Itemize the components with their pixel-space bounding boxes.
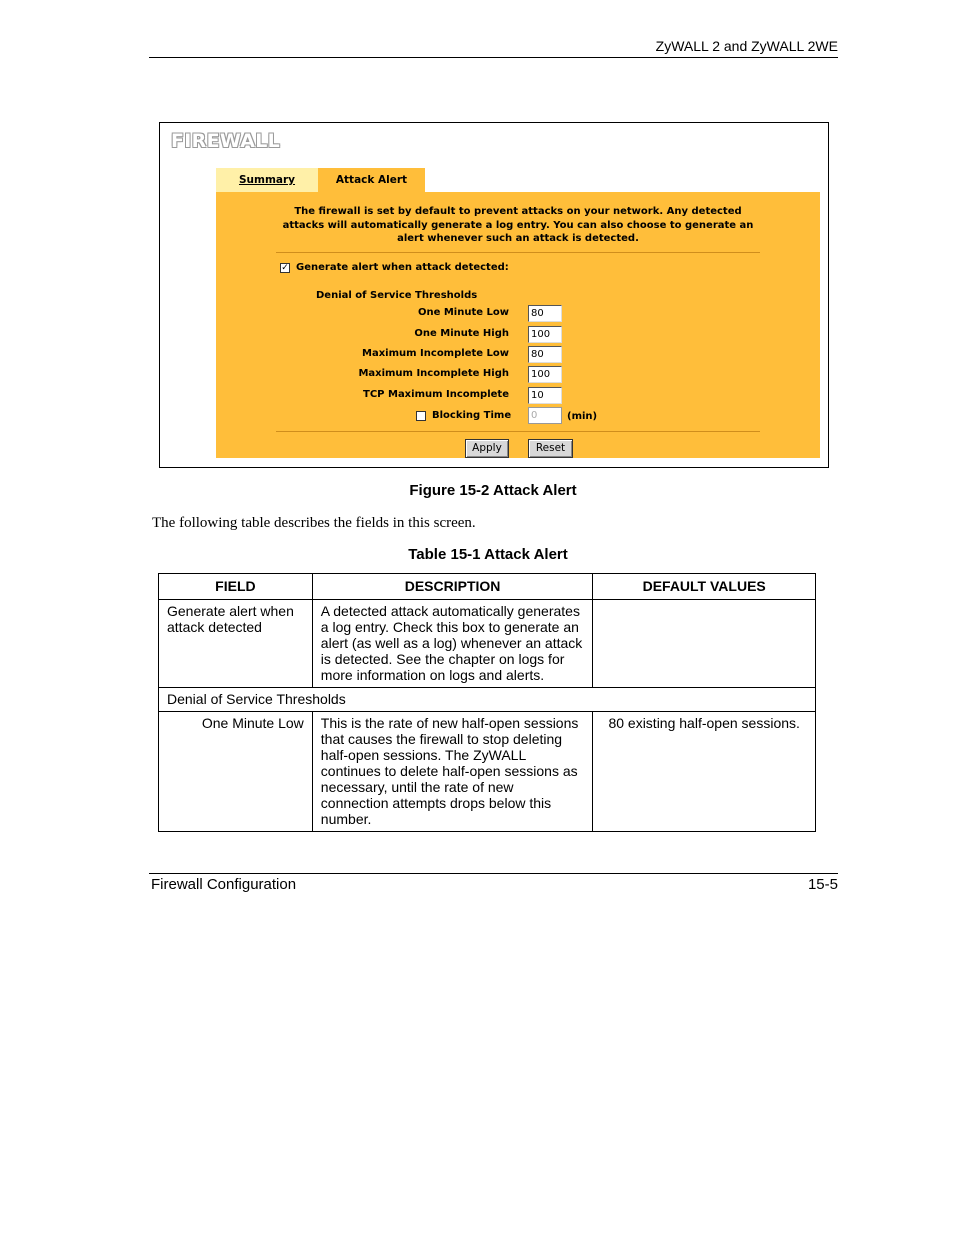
generate-alert-label: Generate alert when attack detected: (296, 262, 509, 273)
table-row (159, 600, 816, 688)
tab-attack-alert[interactable]: Attack Alert (318, 168, 425, 192)
table-row (159, 712, 816, 832)
tab-summary[interactable]: Summary (216, 168, 318, 192)
description-cell: A detected attack automatically generates a log entry. Check this box to generate an alert (as well as a log) whenever an attack is detected. See the chapter on logs for more information on logs and alerts. (312, 600, 593, 688)
blocking-time-input[interactable]: 0 (528, 407, 562, 424)
table-caption: Table 15-1 Attack Alert (408, 546, 568, 563)
body-text: The following table describes the fields in this screen. (152, 515, 476, 531)
one-minute-low-label: One Minute Low (417, 307, 509, 318)
field-cell: One Minute Low (159, 712, 313, 832)
running-header: ZyWALL 2 and ZyWALL 2WE (655, 38, 838, 54)
description-cell: This is the rate of new half-open sessions that causes the firewall to stop deleting half-open sessions. The ZyWALL continues to delete half-open sessions as necessary, until the rate of new connection attempts drops below this number. (312, 712, 593, 832)
footer-rule (149, 873, 838, 874)
field-cell: Generate alert when attack detected (159, 600, 313, 688)
one-minute-low-input[interactable]: 80 (528, 305, 562, 322)
one-minute-high-input[interactable]: 100 (528, 326, 562, 343)
generate-alert-checkbox[interactable]: ✓ (281, 263, 289, 273)
reset-button[interactable]: Reset (528, 439, 573, 458)
max-incomplete-high-label: Maximum Incomplete High (358, 368, 509, 379)
intro-text: The firewall is set by default to prevent attacks on your network. Any detected attacks will automatically generate a log entry. You can also choose to generate an alert whenever such an attack is detected. (282, 206, 754, 244)
section-cell: Denial of Service Thresholds (159, 688, 816, 712)
apply-button[interactable]: Apply (465, 439, 509, 458)
table-header-field: FIELD (159, 574, 313, 600)
max-incomplete-high-input[interactable]: 100 (528, 366, 562, 383)
default-cell (593, 600, 816, 688)
max-incomplete-low-label: Maximum Incomplete Low (362, 348, 509, 359)
max-incomplete-low-input[interactable]: 80 (528, 346, 562, 363)
screen-title: FIREWALL (171, 130, 281, 152)
blocking-time-label: Blocking Time (432, 410, 512, 421)
table-header-row (159, 574, 816, 600)
default-cell: 80 existing half-open sessions. (593, 712, 816, 832)
figure-caption: Figure 15-2 Attack Alert (409, 482, 577, 499)
footer-chapter: Firewall Configuration (151, 876, 297, 893)
attack-alert-table (158, 573, 816, 832)
blocking-time-unit: (min) (567, 411, 598, 422)
one-minute-high-label: One Minute High (414, 328, 509, 339)
thresholds-heading: Denial of Service Thresholds (316, 290, 478, 301)
tcp-max-incomplete-label: TCP Maximum Incomplete (363, 389, 509, 400)
header-rule (149, 57, 838, 58)
panel-divider-bottom (276, 431, 760, 432)
footer-page-number: 15-5 (807, 876, 838, 893)
blocking-time-checkbox[interactable] (416, 411, 426, 421)
panel-divider-top (276, 252, 760, 253)
tcp-max-incomplete-input[interactable]: 10 (528, 387, 562, 404)
table-header-default: DEFAULT VALUES (593, 574, 816, 600)
table-header-description: DESCRIPTION (312, 574, 593, 600)
table-section-row (159, 688, 816, 712)
